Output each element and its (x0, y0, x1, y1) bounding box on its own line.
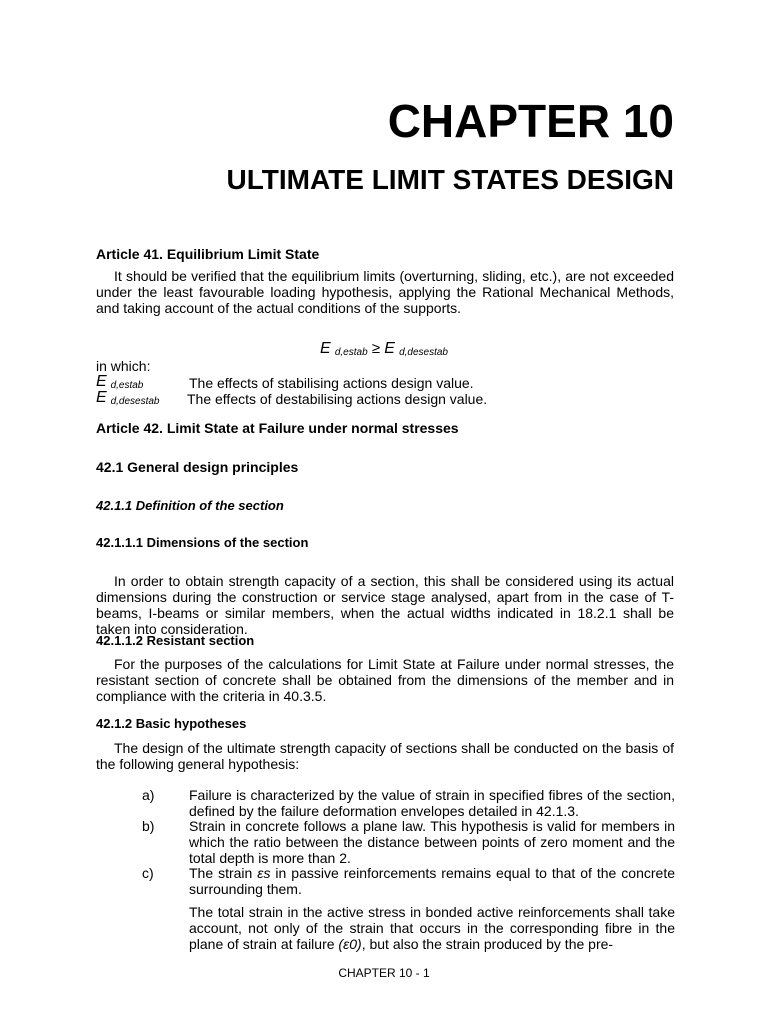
section-42-1-1-1-paragraph: In order to obtain strength capacity of a section, this shall be considered using its actual dimensions during the construction or service stage analysed, apart from in the case of T-beams, I-beams or similar members, when the actual widths indicated in 18.2.1 shall be taken into consideration. (96, 573, 674, 637)
list-item-text-a: Failure is characterized by the value of strain in specified fibres of the section, defined by the failure deformation envelopes detailed in 42.1.3. (189, 787, 675, 819)
chapter-title: CHAPTER 10 (387, 95, 674, 147)
in-which-label: in which: (96, 358, 151, 374)
section-42-1-1-2-paragraph: For the purposes of the calculations for Limit State at Failure under normal stresses, the resistant section of concrete shall be obtained from the dimensions of the member and in compliance with the criteria in 40.3.5. (96, 656, 674, 704)
page-footer: CHAPTER 10 - 1 (338, 966, 430, 980)
definition-text-desestab: The effects of destabilising actions design value. (187, 391, 488, 407)
list-item-letter-a: a) (142, 787, 155, 803)
equilibrium-formula: E $_{d,estab}$ ≥ E $_{d,desestab}$ (319, 340, 448, 358)
section-42-1-1-2-heading: 42.1.1.2 Resistant section (96, 633, 255, 648)
definition-symbol-estab: E $_{d,estab}$ (96, 373, 144, 391)
list-item-text-b: Strain in concrete follows a plane law. This hypothesis is valid for members in which the ratio between the distance between points of zero moment and the total depth is more than 2. (189, 818, 675, 866)
strain-symbol: εs (257, 865, 271, 881)
section-42-1-1-heading: 42.1.1 Definition of the section (96, 498, 284, 513)
section-42-1-2-paragraph: The design of the ultimate strength capacity of sections shall be conducted on the basis of the following general hypothesis: (96, 740, 674, 772)
article-41-heading: Article 41. Equilibrium Limit State (96, 246, 320, 262)
section-42-1-2-heading: 42.1.2 Basic hypotheses (96, 716, 247, 731)
article-42-heading: Article 42. Limit State at Failure under normal stresses (96, 420, 459, 436)
definition-symbol-desestab: E $_{d,desestab}$ (96, 389, 160, 407)
article-41-paragraph: It should be verified that the equilibrium limits (overturning, sliding, etc.), are not exceeded under the least favourable loading hypothesis, applying the Rational Mechanical Methods, and taking account of the actual conditions of the supports. (96, 268, 674, 316)
list-item-letter-c: c) (142, 865, 154, 881)
failure-strain-symbol: (ε0) (338, 936, 362, 952)
definition-text-estab: The effects of stabilising actions design value. (189, 375, 474, 391)
continuation-paragraph: The total strain in the active stress in bonded active reinforcements shall take account, not only of the strain that occurs in the corresponding fibre in the plane of strain at failure (ε0), but also the strain produced by the pre- (189, 904, 675, 952)
chapter-subtitle: ULTIMATE LIMIT STATES DESIGN (226, 164, 674, 195)
section-42-1-heading: 42.1 General design principles (96, 459, 299, 475)
list-item-letter-b: b) (142, 818, 155, 834)
section-42-1-1-1-heading: 42.1.1.1 Dimensions of the section (96, 535, 309, 550)
list-item-text-c: The strain εs in passive reinforcements remains equal to that of the concrete surrounding them. (189, 865, 675, 897)
